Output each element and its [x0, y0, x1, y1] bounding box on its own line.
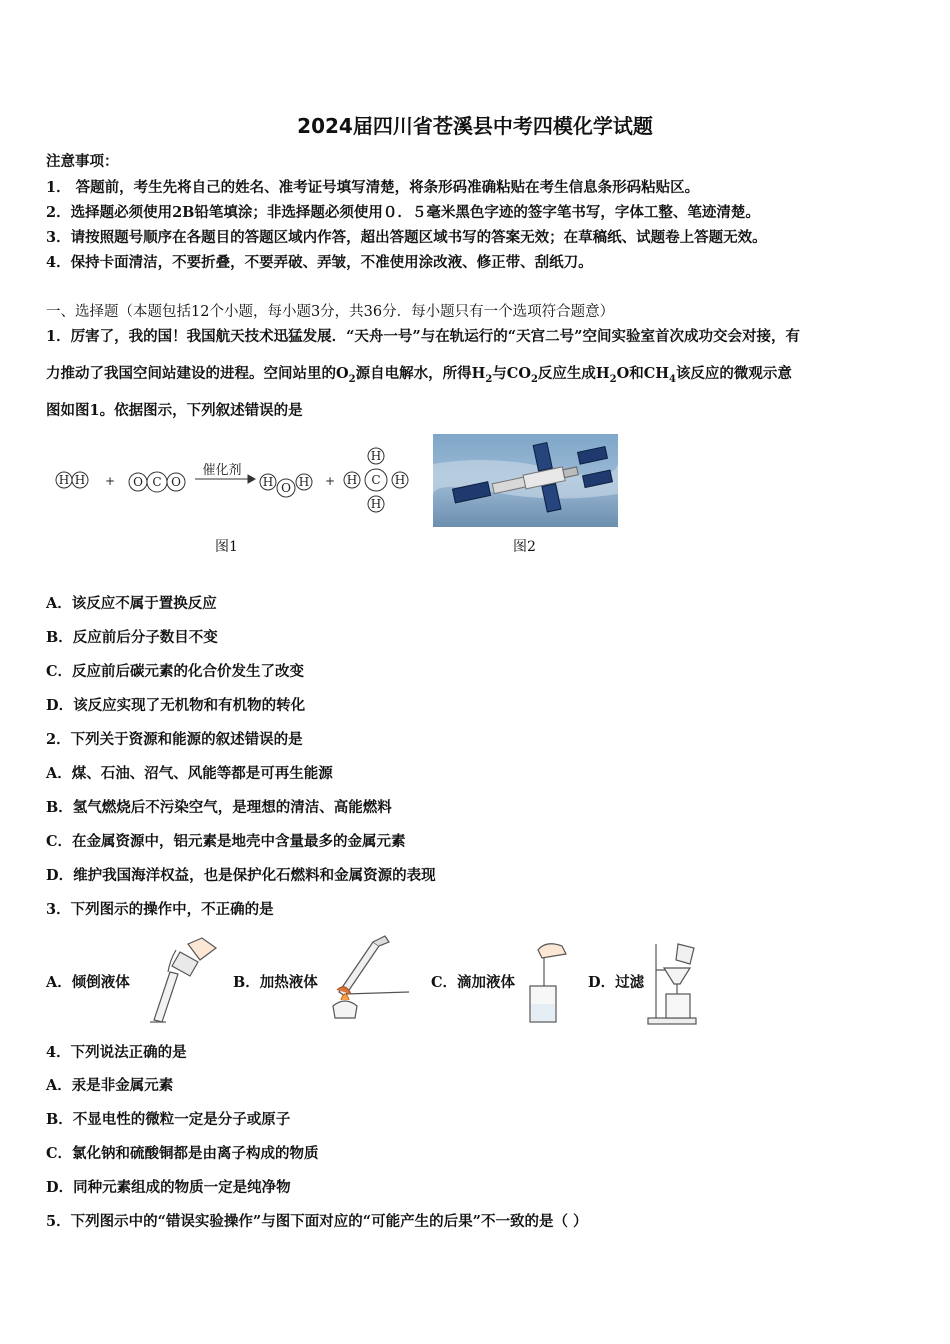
- notice-item: 4．保持卡面清洁，不要折叠，不要弄破、弄皱，不准使用涂改液、修正带、刮纸刀。: [46, 254, 593, 271]
- catalyst-label: 催化剂: [202, 463, 242, 478]
- atom-label: C: [152, 475, 162, 489]
- notice-item: 1． 答题前，考生先将自己的姓名、准考证号填写清楚，将条形码准确粘贴在考生信息条形码粘贴区。: [46, 179, 700, 196]
- q2-option-d: D．维护我国海洋权益，也是保护化石燃料和金属资源的表现: [46, 867, 436, 884]
- notice-item: 3．请按照题号顺序在各题目的答题区域内作答，超出答题区域书写的答案无效；在草稿纸、试题卷上答题无效。: [46, 229, 767, 246]
- space-station-photo: [433, 434, 618, 527]
- notice-heading: 注意事项：: [46, 153, 119, 170]
- q2-stem: 2．下列关于资源和能源的叙述错误的是: [46, 731, 303, 748]
- q3-option-b: B．加热液体: [233, 974, 318, 991]
- atom-label: H: [346, 473, 358, 487]
- q1-stem-line1: 1．厉害了，我的国！我国航天技术迅猛发展．“天舟一号”与在轨运行的“天宫二号”空间实验室首次成功交会对接，有: [46, 328, 800, 345]
- section-heading: 一、选择题（本题包括12个小题，每小题3分，共36分．每小题只有一个选项符合题意）: [46, 304, 615, 320]
- atom-label: H: [262, 475, 274, 489]
- q3-option-a: A．倾倒液体: [46, 974, 130, 991]
- q4-option-b: B．不显电性的微粒一定是分子或原子: [46, 1111, 291, 1128]
- q1-option-d: D．该反应实现了无机物和有机物的转化: [46, 697, 306, 714]
- pouring-liquid-illustration: [140, 932, 220, 1024]
- atom-label: O: [133, 475, 143, 489]
- atom-label: C: [371, 473, 381, 487]
- q4-stem: 4．下列说法正确的是: [46, 1044, 187, 1061]
- atom-label: O: [281, 481, 291, 495]
- q4-option-a: A．汞是非金属元素: [46, 1077, 174, 1094]
- q2-option-b: B．氢气燃烧后不污染空气，是理想的清洁、高能燃料: [46, 799, 392, 816]
- plus-sign: +: [324, 474, 336, 488]
- q2-option-a: A．煤、石油、沼气、风能等都是可再生能源: [46, 765, 333, 782]
- atom-label: O: [171, 475, 181, 489]
- q3-stem: 3．下列图示的操作中，不正确的是: [46, 901, 274, 918]
- reaction-diagram: [50, 440, 420, 520]
- q3-option-c: C．滴加液体: [431, 974, 516, 991]
- q1-option-a: A．该反应不属于置换反应: [46, 595, 217, 612]
- q4-option-c: C．氯化钠和硫酸铜都是由离子构成的物质: [46, 1145, 319, 1162]
- filtration-illustration: [642, 938, 702, 1028]
- atom-label: H: [74, 473, 86, 487]
- atom-label: H: [370, 449, 382, 463]
- q1-option-c: C．反应前后碳元素的化合价发生了改变: [46, 663, 305, 680]
- notice-item: 2．选择题必须使用2B铅笔填涂；非选择题必须使用０．５毫米黑色字迹的签字笔书写，字体工整、笔迹清楚。: [46, 204, 760, 221]
- dropping-liquid-illustration: [520, 940, 580, 1026]
- atom-label: H: [394, 473, 406, 487]
- page-title: 2024届四川省苍溪县中考四模化学试题: [297, 114, 653, 138]
- q3-option-d: D．过滤: [588, 974, 645, 991]
- q1-stem-line2: 力推动了我国空间站建设的进程。空间站里的$O_2$源自电解水，所得$H_2$与$CO_2$反应生成$H_2O$和$CH_4$该反应的微观示意: [46, 365, 792, 385]
- q2-option-c: C．在金属资源中，铝元素是地壳中含量最多的金属元素: [46, 833, 406, 850]
- q5-stem: 5．下列图示中的“错误实验操作”与图下面对应的“可能产生的后果”不一致的是（ ）: [46, 1213, 588, 1230]
- atom-label: H: [58, 473, 70, 487]
- heating-liquid-illustration: [325, 934, 415, 1024]
- q1-option-b: B．反应前后分子数目不变: [46, 629, 218, 646]
- figure2-caption: 图2: [513, 539, 536, 555]
- q4-option-d: D．同种元素组成的物质一定是纯净物: [46, 1179, 291, 1196]
- atom-label: H: [370, 497, 382, 511]
- figure1-caption: 图1: [215, 539, 238, 555]
- q1-stem-line3: 图如图1。依据图示，下列叙述错误的是: [46, 402, 303, 419]
- atom-label: H: [298, 475, 310, 489]
- plus-sign: +: [104, 474, 116, 488]
